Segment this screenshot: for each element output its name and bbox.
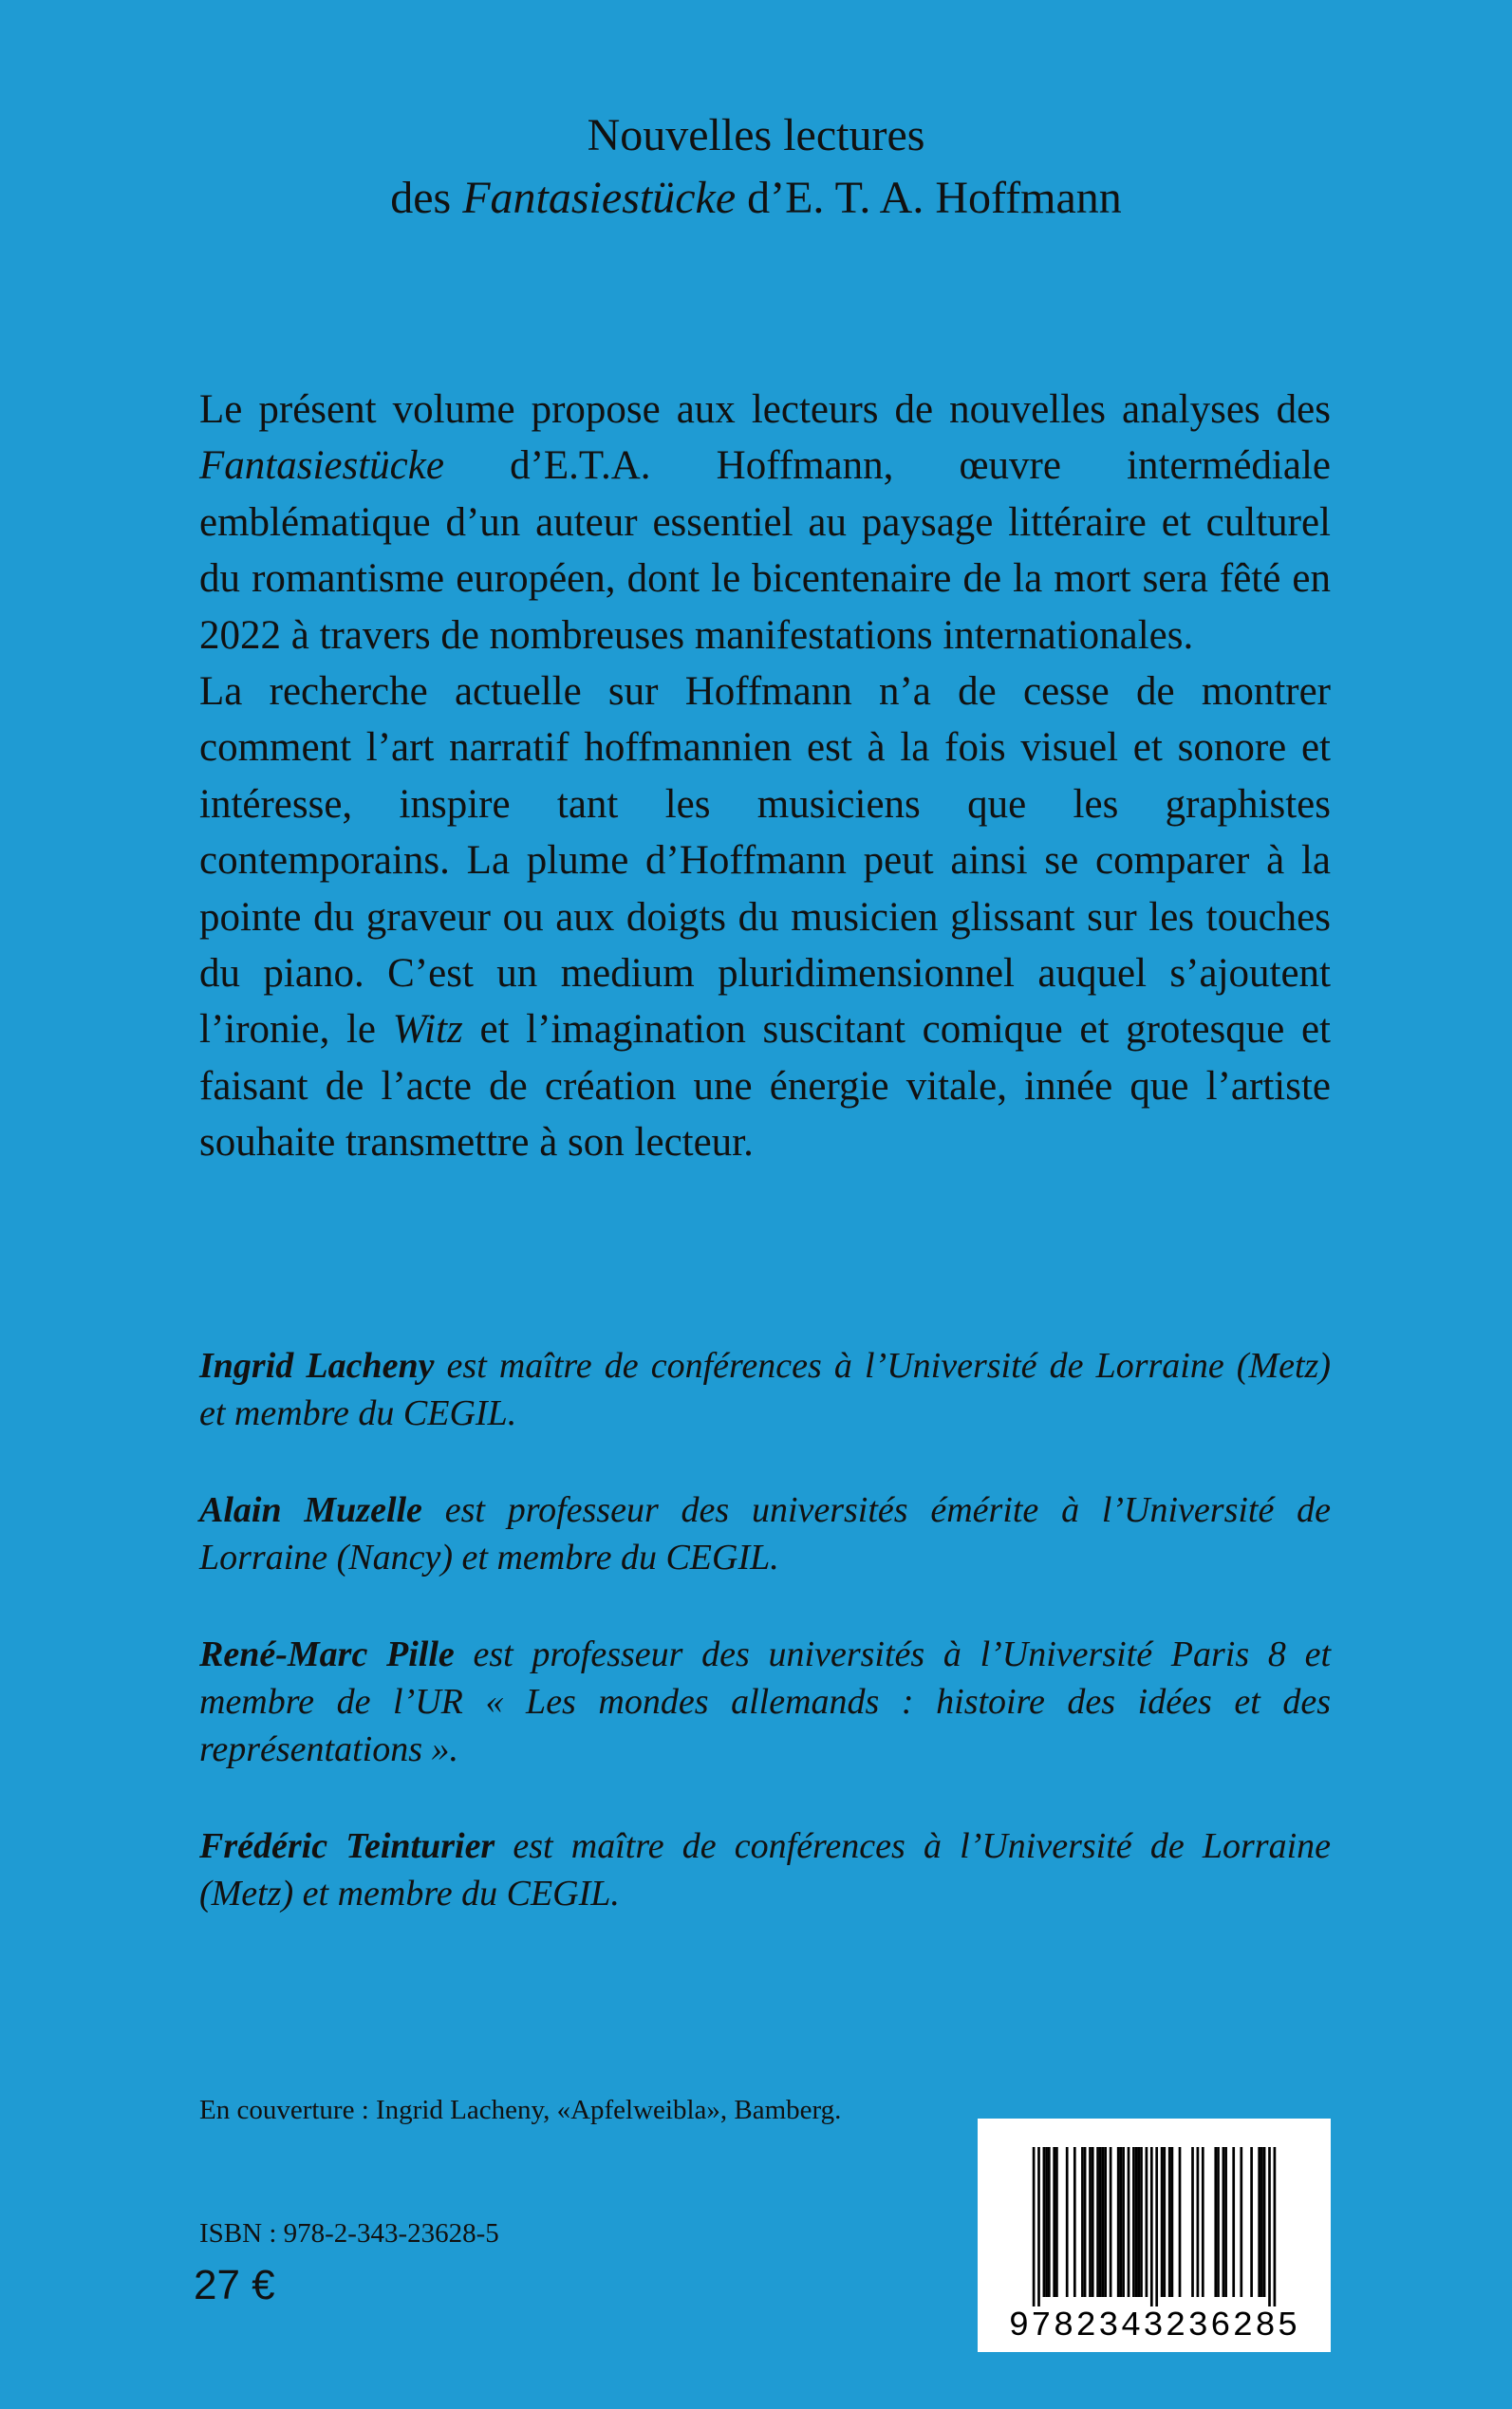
cover-credit: En couverture : Ingrid Lacheny, «Apfelweibla», Bamberg. — [199, 2095, 842, 2125]
author-name: René-Marc Pille — [199, 1634, 455, 1674]
title-line-1: Nouvelles lectures — [587, 110, 925, 160]
barcode-bar — [1217, 2147, 1220, 2297]
barcode-bar — [1122, 2147, 1125, 2297]
barcode-bar — [1150, 2147, 1153, 2306]
author-bio — [199, 1631, 1331, 1773]
barcode-bar — [1250, 2147, 1253, 2297]
barcode-bar — [1137, 2147, 1140, 2297]
author-bios — [199, 1342, 1331, 1967]
author-bio — [199, 1822, 1331, 1917]
summary-p1-start: Le présent volume propose aux lecteurs de nouvelles analyses des — [199, 387, 1331, 432]
title-line-2 — [0, 167, 1512, 230]
barcode-bar — [1191, 2147, 1194, 2297]
barcode-bar — [1084, 2147, 1087, 2297]
title-line-2-italic: Fantasiestücke — [462, 173, 737, 223]
barcode-bar — [1258, 2147, 1260, 2297]
barcode-bar — [1202, 2147, 1204, 2297]
barcode-bar — [1197, 2147, 1200, 2297]
barcode-digits: 9782343236285 — [1008, 2306, 1300, 2345]
barcode-bar — [1104, 2147, 1107, 2297]
barcode-bar — [1092, 2147, 1094, 2297]
author-name: Frédéric Teinturier — [199, 1826, 495, 1866]
barcode — [978, 2119, 1331, 2352]
barcode-bar — [1168, 2147, 1171, 2297]
barcode-bar — [1161, 2147, 1164, 2297]
price: 27 € — [194, 2262, 275, 2308]
summary-text — [199, 382, 1331, 1171]
barcode-bar — [1120, 2147, 1123, 2297]
author-bio — [199, 1486, 1331, 1581]
summary-p1-end: d’E.T.A. Hoffmann, œuvre intermédiale emblématique d’un auteur essentiel au paysage littéraire et culturel du romantisme européen, dont le bicentenaire de la mort sera fêté en 2022 à travers de nombreuses manifestations internationales. — [199, 443, 1331, 658]
barcode-bar — [1163, 2147, 1166, 2297]
barcode-bar — [1223, 2147, 1225, 2297]
barcode-bar — [1232, 2147, 1235, 2297]
author-description: est professeur des universités émérite à l’Université de Lorraine (Nancy) et membre du CEGIL. — [199, 1490, 1331, 1578]
barcode-graphic — [978, 2119, 1331, 2352]
author-name: Ingrid Lacheny — [199, 1346, 435, 1386]
barcode-bar — [1263, 2147, 1266, 2297]
title-line-2-suffix: d’E. T. A. Hoffmann — [736, 173, 1122, 223]
barcode-bar — [1274, 2147, 1277, 2306]
book-title — [0, 104, 1512, 230]
barcode-bar — [1073, 2147, 1076, 2297]
author-description: est maître de conférences à l’Université de Lorraine (Metz) et membre du CEGIL. — [199, 1826, 1331, 1914]
barcode-bar — [1102, 2147, 1105, 2297]
title-line-2-prefix: des — [390, 173, 463, 223]
author-name: Alain Muzelle — [199, 1490, 422, 1530]
barcode-bar — [1053, 2147, 1055, 2297]
summary-paragraph-1 — [199, 382, 1331, 663]
barcode-bar — [1240, 2147, 1242, 2297]
barcode-bar — [1179, 2147, 1182, 2297]
barcode-bar — [1081, 2147, 1084, 2297]
barcode-bar — [1214, 2147, 1217, 2297]
barcode-bar — [1140, 2147, 1143, 2297]
summary-paragraph-2 — [199, 663, 1331, 1171]
summary-p1-italic: Fantasiestücke — [199, 443, 444, 489]
barcode-bar — [1043, 2147, 1046, 2297]
barcode-bar — [1096, 2147, 1099, 2297]
barcode-bar — [1268, 2147, 1271, 2306]
author-description: est maître de conférences à l’Université de Lorraine (Metz) et membre du CEGIL. — [199, 1346, 1331, 1433]
barcode-bar — [1155, 2147, 1158, 2306]
barcode-bar — [1048, 2147, 1051, 2297]
barcode-bar — [1033, 2147, 1036, 2306]
barcode-bar — [1132, 2147, 1135, 2297]
summary-p2-start: La recherche actuelle sur Hoffmann n’a de cesse de montrer comment l’art narratif hoffmannien est à la fois visuel et sonore et intéresse, inspire tant les musiciens que les graphistes contemporains. La plume d’Hoffmann peut ainsi se comparer à la pointe du graveur ou aux doigts du musicien glissant sur les touches du piano. C’est un medium pluridimensionnel auquel s’ajoutent l’ironie, le — [199, 669, 1331, 1053]
author-description: est professeur des universités à l’Université Paris 8 et membre de l’UR « Les mondes allemands : histoire des idées et des représentations ». — [199, 1634, 1331, 1769]
barcode-bar — [1135, 2147, 1138, 2297]
barcode-bar — [1224, 2147, 1227, 2297]
barcode-bar — [1110, 2147, 1112, 2297]
isbn: ISBN : 978-2-343-23628-5 — [199, 2218, 499, 2249]
barcode-bar — [1045, 2147, 1048, 2297]
barcode-bars — [1033, 2147, 1277, 2306]
barcode-bar — [1099, 2147, 1102, 2297]
summary-p2-end: et l’imagination suscitant comique et grotesque et faisant de l’acte de création une énergie vitale, innée que l’artiste souhaite transmettre à son lecteur. — [199, 1007, 1331, 1166]
barcode-bar — [1117, 2147, 1120, 2297]
barcode-bar — [1066, 2147, 1069, 2297]
barcode-bar — [1089, 2147, 1092, 2297]
barcode-bar — [1146, 2147, 1148, 2297]
author-bio — [199, 1342, 1331, 1437]
barcode-bar — [1171, 2147, 1174, 2297]
barcode-bar — [1055, 2147, 1058, 2297]
summary-p2-italic: Witz — [392, 1007, 463, 1053]
barcode-bar — [1260, 2147, 1263, 2297]
barcode-bar — [1128, 2147, 1130, 2297]
barcode-bar — [1037, 2147, 1040, 2306]
